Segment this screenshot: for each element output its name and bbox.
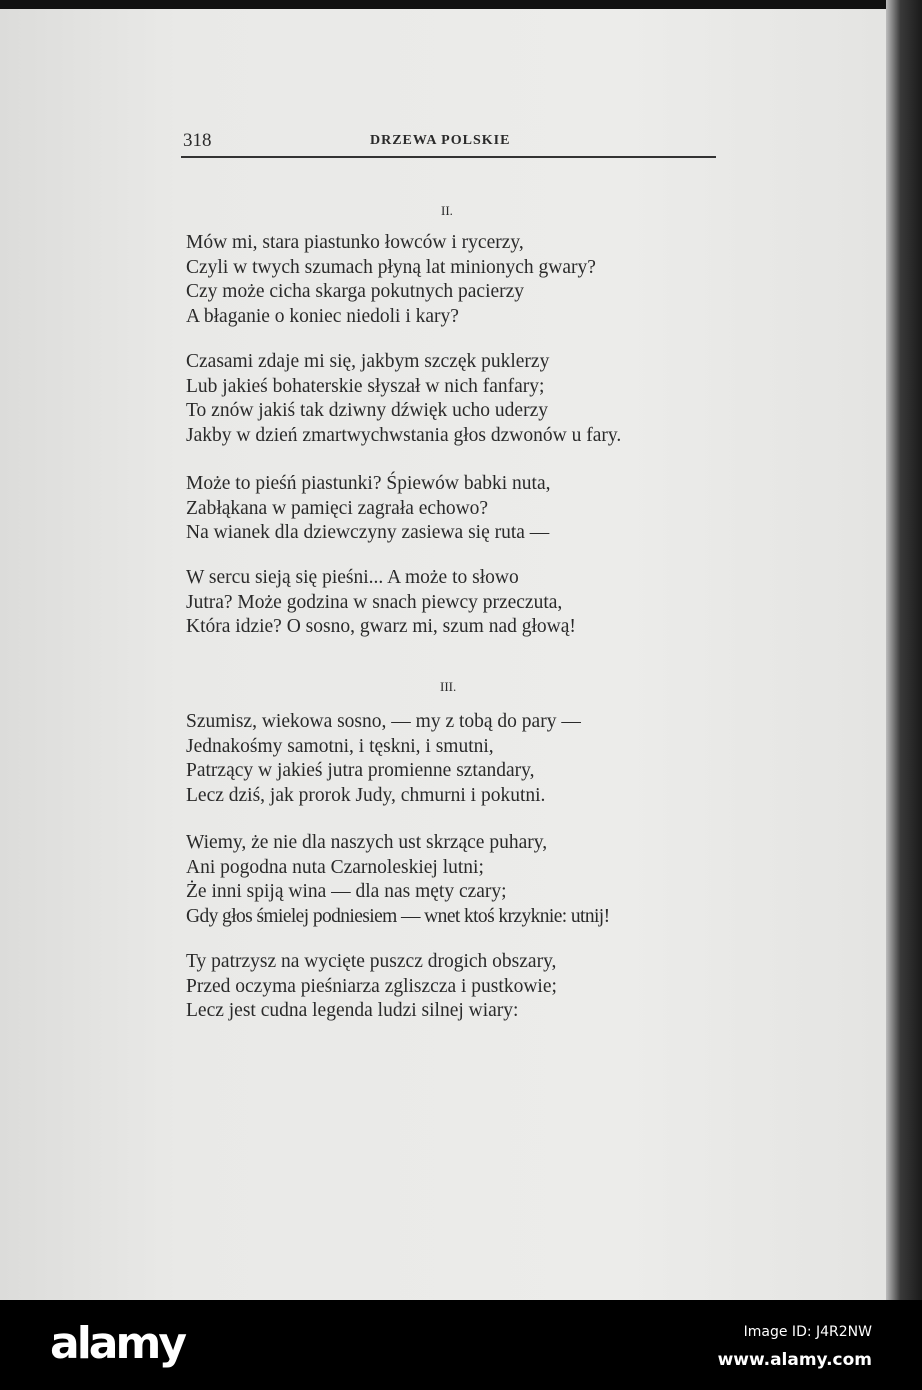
verse-line: Lecz jest cudna legenda ludzi silnej wiary: [186,1000,519,1021]
section-numeral-ii: II. [441,203,453,218]
verse-line: Zabłąkana w pamięci zagrała echowo? [186,497,489,519]
stanza [186,950,557,1024]
verse-line: Że inni spiją wina — dla nas męty czary; [186,881,507,902]
alamy-logo: alamy [50,1318,184,1369]
verse-line: To znów jakiś tak dziwny dźwięk ucho uderzy [186,400,548,421]
verse-line: Lub jakieś bohaterskie słyszał w nich fanfary; [186,375,545,397]
verse-line: Gdy głos śmielej podniesiem — wnet ktoś krzyknie: utnij! [186,905,610,927]
verse-line: Jakby w dzień zmartwychwstania głos dzwonów u fary. [186,424,622,446]
watermark-bar [0,1300,922,1390]
site-url: www.alamy.com [717,1350,872,1370]
verse-line: Która idzie? O sosno, gwarz mi, szum nad głową! [186,616,576,637]
verse-line: Jutra? Może godzina w snach piewcy przeczuta, [186,591,563,613]
image-id: Image ID: J4R2NW [743,1324,872,1340]
section-numeral-iii: III. [440,679,457,694]
stanza [186,710,581,808]
stanza [186,472,550,546]
header-rule [181,156,716,158]
verse-line: Jednakośmy samotni, i tęskni, i smutni, [186,735,494,757]
verse-line: Wiemy, że nie dla naszych ust skrzące puhary, [186,832,548,853]
verse-line: Może to pieśń piastunki? Śpiewów babki nuta, [186,473,551,494]
stanza [186,350,621,448]
verse-line: Przed oczyma pieśniarza zgliszcza i pustkowie; [186,975,557,997]
running-title: DRZEWA POLSKIE [370,133,511,148]
verse-line: Mów mi, stara piastunko łowców i rycerzy, [186,232,524,253]
verse-line: Czy może cicha skarga pokutnych pacierzy [186,281,525,302]
stanza [186,231,596,329]
verse-line: Lecz dziś, jak prorok Judy, chmurni i pokutni. [186,784,546,806]
verse-line: Czasami zdaje mi się, jakbym szczęk puklerzy [186,351,550,372]
verse-line: A błaganie o koniec niedoli i kary? [186,305,459,327]
verse-line: Patrzący w jakieś jutra promienne sztandary, [186,760,535,781]
verse-line: Szumisz, wiekowa sosno, — my z tobą do pary — [186,711,581,732]
page-edge-shadow [886,0,922,1300]
verse-line: Ani pogodna nuta Czarnoleskiej lutni; [186,856,484,878]
stanza [186,566,576,640]
verse-line: Ty patrzysz na wycięte puszcz drogich obszary, [186,951,557,972]
verse-line: Czyli w twych szumach płyną lat minionych gwary? [186,256,596,278]
stanza [186,831,610,929]
scan-top-border [0,0,922,9]
verse-line: W sercu sieją się pieśni... A może to słowo [186,567,519,588]
verse-line: Na wianek dla dziewczyny zasiewa się ruta — [186,522,550,543]
page-number: 318 [183,130,212,151]
